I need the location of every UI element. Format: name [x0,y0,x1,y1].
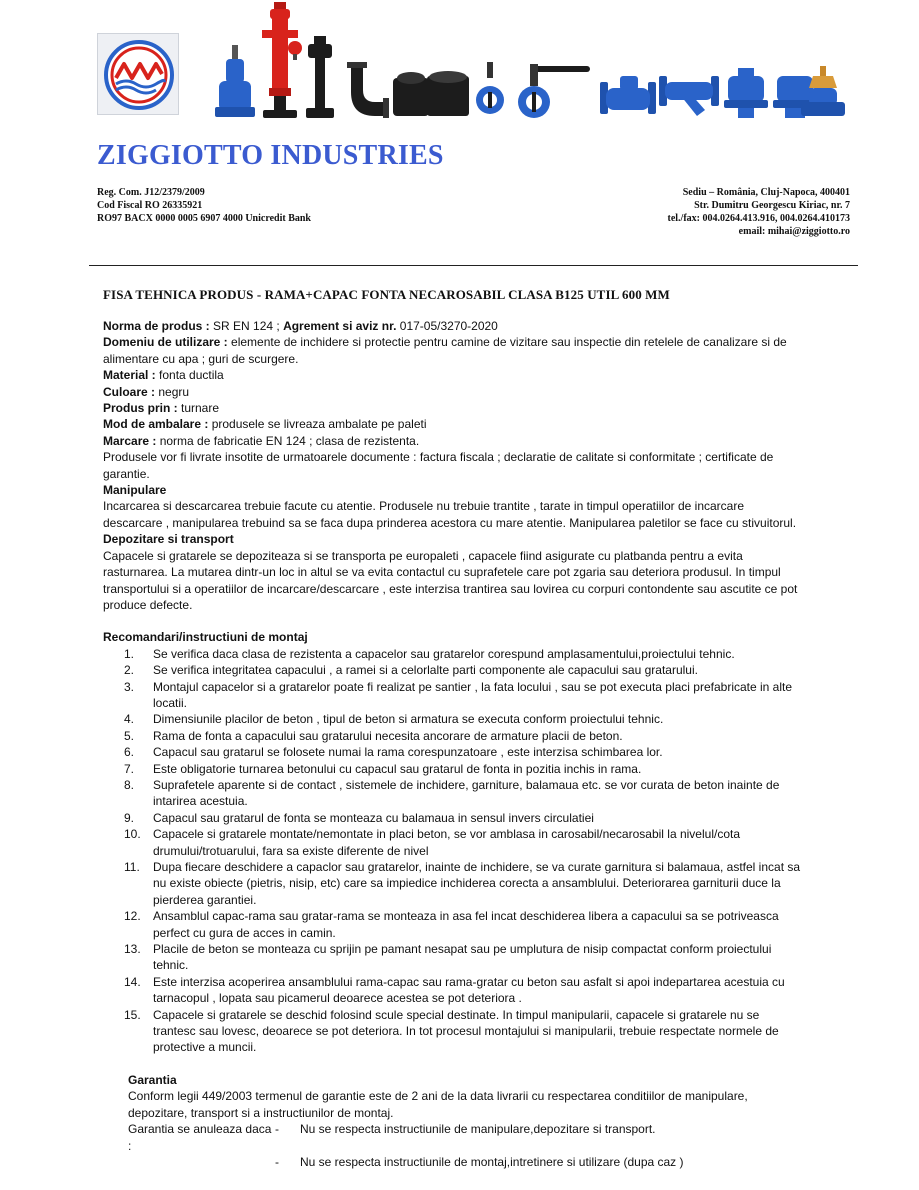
item-number: 8. [124,777,135,792]
gate-valve-icon [215,45,255,120]
domeniu-value: elemente de inchidere si protectie pentru camine de vizitare sau inspectie din retelele de canalizare si de alimentare cu apa ; guri de scurgere. [103,335,787,366]
anulare-row-1 [128,1121,803,1154]
recomandare-item [103,941,803,974]
item-number: 14. [124,974,141,989]
butterfly-valve-small-icon [475,62,505,122]
item-text: Capacele si gratarele se deschid folosind scule special destinate. In timpul manipularii, capacele si gratarele nu se trantesc sau lovesc, deoarece se pot deteriora. In tot procesul montajului si manipularii, trebuie respectate normele de protective a muncii. [153,1007,779,1055]
produs-label: Produs prin : [103,401,178,416]
item-text: Capacele si gratarele montate/nemontate in placi beton, se vor amblasa in carosabil/necarosabil la nivelul/cota drumului/trotuarului, fara sa existe diferente de nivel [153,827,740,858]
item-number: 12. [124,909,141,924]
item-number: 15. [124,1007,141,1022]
recomandare-item [103,728,803,744]
reg-com-line: Reg. Com. J12/2379/2009 [97,187,205,198]
item-text: Dupa fiecare deschidere a capaclor sau gratarelor, inainte de inchidere, se va curate garnitura si balamaua, astfel incat sa nu existe obiecte (pietris, nisip, etc) care sa impiedice inchiderea corecta a ansamblului. Deteriorarea garniturii duce la pierderea garantiei. [153,860,801,907]
recomandare-item [103,859,803,908]
depozitare-text: Capacele si gratarele se depoziteaza si se transporta pe europaleti , capacele fiind asigurate cu platbanda pentru a evita rasturnarea. La mutarea dintr-un loc in altul se va evita contactul cu suprafetele care pot zgaria sau deteriora produsul. In timpul transportului si a operatiilor de incarcare/descarcare , este interzisa trantirea sau lovirea cu corpuri contondente sau ascutite ce pot produce defecte. [103,548,798,612]
recomandari-list [103,646,803,1056]
logo-emblem-icon [98,34,180,116]
agrement-value: 017-05/3270-2020 [396,319,498,333]
indicator-icon [287,40,303,60]
pipe-elbow-icon [345,62,389,118]
item-number: 10. [124,827,141,842]
recomandare-item [103,679,803,712]
culoare-value: negru [155,384,190,399]
anulare-item: Nu se respecta instructiunile de montaj,intretinere si utilizare (dupa caz ) [300,1154,684,1169]
norma-value: SR EN 124 ; [209,319,284,333]
recomandari-heading: Recomandari/instructiuni de montaj [103,630,308,645]
bullet-dash: - [275,1122,279,1137]
item-number: 5. [124,728,135,743]
registration-info [97,186,311,225]
cod-fiscal-line: Cod Fiscal RO 26335921 [97,200,203,211]
material-value: fonta ductila [155,368,224,383]
header-divider [89,265,858,266]
norma-line [103,318,803,334]
bullet-dash: - [275,1154,279,1169]
anulare-item: Nu se respecta instructiunile de manipulare,depozitare si transport. [300,1122,656,1137]
recomandare-item [103,777,803,810]
material-line [103,367,803,383]
material-label: Material : [103,368,156,383]
garantia-heading: Garantia [128,1072,177,1087]
item-text: Montajul capacelor si a gratarelor poate fi realizat pe santier , la fata locului , sau se pot executa placi prefabricate in alte locatii. [153,679,793,710]
agrement-label: Agrement si aviz nr. [283,319,397,333]
item-text: Se verifica daca clasa de rezistenta a capacelor sau gratarelor corespund amplasamentului,proiectului tehnic. [153,646,735,661]
culoare-label: Culoare : [103,384,156,399]
domeniu-line [103,334,803,367]
item-number: 2. [124,663,135,678]
depozitare-heading: Depozitare si transport [103,532,234,547]
phone-fax-line: tel./fax: 004.0264.413.916, 004.0264.410173 [667,213,850,224]
pressure-valve-icon [801,66,845,120]
recomandare-item [103,761,803,777]
recomandare-item [103,662,803,678]
contact-info [668,186,851,238]
produs-line [103,400,803,416]
item-text: Se verifica integritatea capacului , a ramei si a celorlalte parti componente ale capacului sau gratarului. [153,663,698,678]
item-number: 4. [124,712,135,727]
produs-value: turnare [177,401,220,416]
recomandare-item [103,711,803,727]
item-text: Rama de fonta a capacului sau gratarului necesita ancorare de armature placii de beton. [153,728,623,743]
recomandare-item [103,810,803,826]
ambalare-value: produsele se livreaza ambalate pe paleti [208,417,427,432]
air-valve-icon [724,68,768,120]
marcare-value: norma de fabricatie EN 124 ; clasa de rezistenta. [156,433,420,448]
underground-hydrant-icon [304,36,336,120]
item-number: 11. [124,860,140,874]
document-body [103,318,803,1170]
manipulare-heading: Manipulare [103,483,167,498]
norma-label: Norma de produs : [103,319,210,333]
item-text: Suprafetele aparente si de contact , sistemele de inchidere, garniture, balamaua etc. se vor curata de beton inainte de intarirea acestuia. [153,777,780,809]
y-strainer-icon [659,66,719,120]
company-logo [97,33,179,115]
item-text: Este interzisa acoperirea ansamblului rama-capac sau rama-gratar cu beton sau asfalt si apoi indepartarea acestuia cu tarnacopul , lopata sau picamerul deoarece acestea se pot deteriora . [153,974,785,1006]
item-text: Ansamblul capac-rama sau gratar-rama se monteaza in asa fel incat deschiderea libera a capacului sa se potriveasca perfect cu gura de acces in camin. [153,909,779,940]
anulare-row-2 [128,1154,803,1170]
documente-line: Produsele vor fi livrate insotite de urmatoarele documente : factura fiscala ; declaratie de calitate si conformitate ; certificate de garantie. [103,450,774,481]
company-name: ZIGGIOTTO INDUSTRIES [97,140,444,171]
recomandare-item [103,1007,803,1056]
manhole-frame-icon [427,70,469,118]
ambalare-label: Mod de ambalare : [103,417,209,432]
item-text: Capacul sau gratarul se folosete numai la rama corespunzatoare , este interzisa schimbarea lor. [153,745,663,760]
garantia-section [128,1072,803,1170]
header-banner [97,0,845,122]
check-valve-icon [600,70,656,120]
item-text: Este obligatorie turnarea betonului cu capacul sau gratarul de fonta in pozitia inchis in rama. [153,761,642,776]
email-line[interactable]: email: mihai@ziggiotto.ro [738,226,850,237]
item-text: Placile de beton se monteaza cu sprijin pe pamant nesapat sau pe umplutura de nisip compactat conform proiectului tehnic. [153,942,772,973]
fire-hydrant-icon [255,2,305,120]
marcare-line [103,433,803,449]
recomandare-item [103,826,803,859]
recomandare-item [103,646,803,662]
domeniu-label: Domeniu de utilizare : [103,335,228,350]
butterfly-valve-lever-icon [512,62,592,122]
headquarters-line: Sediu – România, Cluj-Napoca, 400401 [682,187,850,198]
recomandare-item [103,974,803,1007]
recomandare-item [103,744,803,760]
item-number: 7. [124,761,135,776]
item-text: Dimensiunile placilor de beton , tipul de beton si armatura se executa conform proiectului tehnic. [153,712,664,727]
anulare-label: Garantia se anuleaza daca : [128,1122,272,1153]
document-title: FISA TEHNICA PRODUS - RAMA+CAPAC FONTA NECAROSABIL CLASA B125 UTIL 600 MM [103,287,670,302]
bank-account-line: RO97 BACX 0000 0005 6907 4000 Unicredit Bank [97,213,311,224]
recomandare-item [103,908,803,941]
garantia-text: Conform legii 449/2003 termenul de garantie este de 2 ani de la data livrarii cu respectarea conditiilor de manipulare, depozitare, transport si a instructiunilor de montaj. [128,1089,748,1120]
item-number: 9. [124,810,135,825]
manipulare-text: Incarcarea si descarcarea trebuie facute cu atentie. Produsele nu trebuie trantite , tarate in timpul operatiilor de incarcare descarcare , manipularea trebuind sa se faca dupa prinderea acestora cu mare atentie. Manipularea paletilor se face cu stivuitorul. [103,499,797,530]
item-number: 6. [124,745,135,760]
item-number: 3. [124,679,135,694]
item-number: 1. [124,646,135,661]
item-number: 13. [124,942,141,957]
pipe-fitting-icon [393,70,429,120]
street-address-line: Str. Dumitru Georgescu Kiriac, nr. 7 [694,200,850,211]
ambalare-line [103,416,803,432]
culoare-line [103,384,803,400]
marcare-label: Marcare : [103,433,157,448]
item-text: Capacul sau gratarul de fonta se monteaza cu balamaua in sensul invers circulatiei [153,810,594,825]
